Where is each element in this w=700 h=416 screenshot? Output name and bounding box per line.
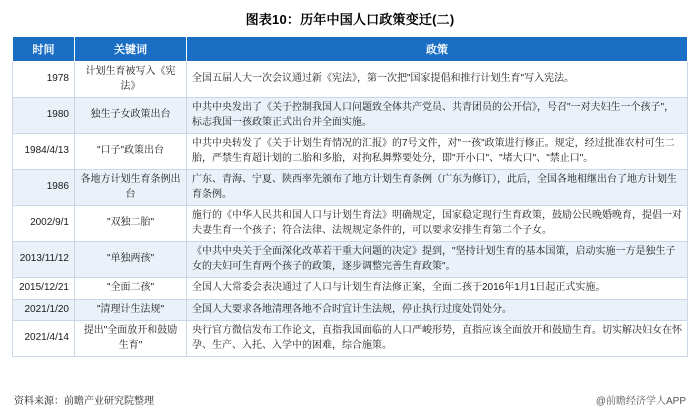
table-row [13, 242, 688, 278]
cell-time: 2021/4/14 [13, 321, 75, 357]
cell-time: 2013/11/12 [13, 242, 75, 278]
table-row [13, 299, 688, 321]
cell-time: 2021/1/20 [13, 299, 75, 321]
cell-keyword: "清理计生法规" [75, 299, 187, 321]
cell-time: 1986 [13, 170, 75, 206]
cell-keyword: 计划生育被写入《宪法》 [75, 62, 187, 98]
cell-keyword: 各地方计划生育条例出台 [75, 170, 187, 206]
table-header-row [13, 37, 688, 62]
table-header [13, 37, 688, 62]
cell-keyword: 提出"全面放开和鼓励生育" [75, 321, 187, 357]
cell-policy: 中共中央发出了《关于控制我国人口问题致全体共产党员、共青团员的公开信》，号召"一对夫妇生一个孩子"，标志我国一孩政策正式出台并全面实施。 [187, 98, 688, 134]
table-row [13, 62, 688, 98]
cell-policy: 全国人大要求各地清理各地不合时宜计生法规，停止执行过度处罚处分。 [187, 299, 688, 321]
column-header-policy: 政策 [187, 37, 688, 62]
cell-policy: 《中共中央关于全面深化改革若干重大问题的决定》提到，"坚持计划生育的基本国策，启动实施一方是独生子女的夫妇可生育两个孩子的政策，逐步调整完善生育政策"。 [187, 242, 688, 278]
cell-time: 1980 [13, 98, 75, 134]
brand-watermark: @前瞻经济学人APP [595, 396, 686, 407]
table-row [13, 278, 688, 300]
cell-time: 2002/9/1 [13, 206, 75, 242]
table-body [13, 62, 688, 357]
cell-keyword: "单独两孩" [75, 242, 187, 278]
policy-table [12, 36, 688, 357]
footer [12, 384, 688, 416]
cell-policy: 广东、青海、宁夏、陕西率先颁布了地方计划生育条例（广东为修订），此后，全国各地相继出台了地方计划生育条例。 [187, 170, 688, 206]
column-header-keyword: 关键词 [75, 37, 187, 62]
page-title: 图表10：历年中国人口政策变迁(二) [245, 12, 455, 27]
table-row [13, 206, 688, 242]
cell-keyword: "全面二孩" [75, 278, 187, 300]
cell-policy: 全国人大常委会表决通过了人口与计划生育法修正案，全面二孩于2016年1月1日起正式实施。 [187, 278, 688, 300]
cell-time: 2015/12/21 [13, 278, 75, 300]
source-note: 资料来源：前瞻产业研究院整理 [14, 396, 154, 407]
table-row [13, 134, 688, 170]
cell-policy: 全国五届人大一次会议通过新《宪法》，第一次把"国家提倡和推行计划生育"写入宪法。 [187, 62, 688, 98]
cell-keyword: 独生子女政策出台 [75, 98, 187, 134]
table-row [13, 170, 688, 206]
table-row [13, 98, 688, 134]
cell-policy: 施行的《中华人民共和国人口与计划生育法》明确规定，国家稳定现行生育政策，鼓励公民晚婚晚育，提倡一对夫妻生育一个孩子；符合法律、法规规定条件的，可以要求安排生育第二个子女。 [187, 206, 688, 242]
cell-time: 1984/4/13 [13, 134, 75, 170]
cell-policy: 央行官方微信发布工作论文，直指我国面临的人口严峻形势，直指应该全面放开和鼓励生育。切实解决妇女在怀孕、生产、入托、入学中的困难，综合施策。 [187, 321, 688, 357]
table-row [13, 321, 688, 357]
cell-policy: 中共中央转发了《关于计划生育情况的汇报》的7号文件，对"一孩"政策进行修正。规定，经过批准农村可生二胎，严禁生育超计划的二胎和多胎，对拘私舞弊要处分，即"开小口"、"堵大口"、"禁止口"。 [187, 134, 688, 170]
cell-keyword: "口子"政策出台 [75, 134, 187, 170]
cell-keyword: "双独二胎" [75, 206, 187, 242]
column-header-time: 时间 [13, 37, 75, 62]
cell-time: 1978 [13, 62, 75, 98]
